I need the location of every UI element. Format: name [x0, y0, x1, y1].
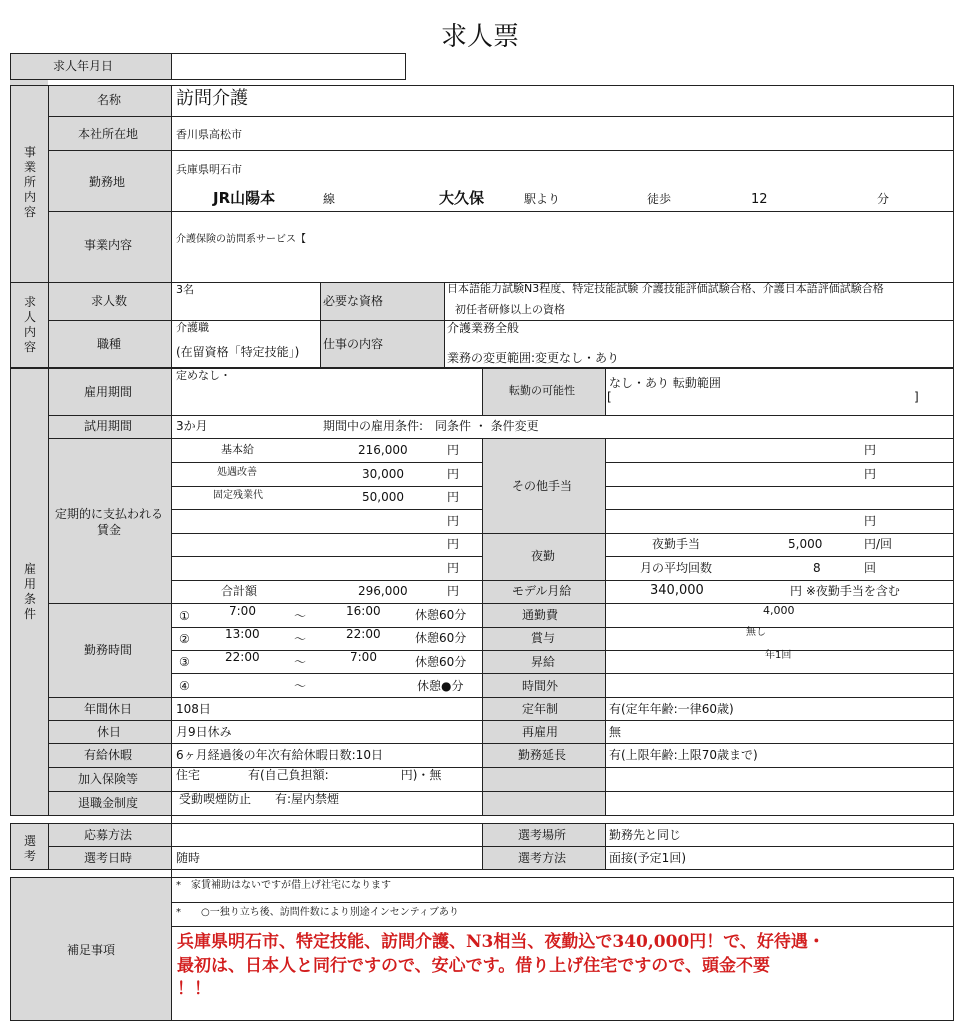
workplace-line: JR山陽本 — [213, 189, 276, 207]
wage-amount: 216,000 — [358, 443, 408, 457]
other-allowance-label: その他手当 — [512, 479, 573, 493]
retire-value: 有(定年年齢:一律60歳) — [609, 702, 734, 716]
wage-unit: 円 — [447, 514, 460, 528]
trial-condition: 期間中の雇用条件: 同条件 ・ 条件変更 — [323, 419, 539, 433]
method-value: 面接(予定1回) — [609, 851, 686, 865]
shift-sep: ～ — [294, 632, 307, 646]
insurance-label: 加入保険等 — [78, 772, 139, 786]
content-value: 介護保険の訪問系サービス【 — [176, 234, 306, 245]
hours-label: 勤務時間 — [84, 643, 133, 657]
raise-label: 昇給 — [531, 655, 556, 669]
qual-1: 日本語能力試験N3程度、特定技能試験 介護技能評価試験合格、介護日本語評価試験合格 — [447, 282, 884, 295]
workplace-pref: 兵庫県明石市 — [176, 163, 242, 176]
transfer-label: 転勤の可能性 — [509, 384, 575, 397]
shift-sep: ～ — [294, 679, 307, 693]
shift-break: 休憩60分 — [415, 608, 467, 622]
wage-label-1: 定期的に支払われる — [55, 507, 164, 521]
apply-label: 応募方法 — [84, 828, 133, 842]
work-1: 介護業務全般 — [447, 321, 520, 335]
shift-no: ② — [179, 632, 190, 646]
transfer-open: [ — [607, 390, 612, 404]
model-salary-note: 円 ※夜勤手当を含む — [790, 584, 900, 598]
shift-end: 16:00 — [346, 604, 381, 618]
transfer-close: ] — [914, 390, 919, 404]
page-title: 求人票 — [441, 22, 520, 52]
shift-sep: ～ — [294, 655, 307, 669]
dayoff-value: 月9日休み — [176, 725, 232, 739]
severance-value: 受動喫煙防止 有:屋内禁煙 — [179, 792, 340, 806]
trial-label: 試用期間 — [84, 419, 133, 433]
rehire-value: 無 — [609, 725, 622, 739]
shift-start: 7:00 — [229, 604, 256, 618]
note-2: * ○一独り立ち後、訪問件数により別途インセンティブあり — [176, 907, 459, 918]
hq-label: 本社所在地 — [78, 127, 139, 141]
workplace-line-suffix: 線 — [323, 192, 336, 206]
job-1: 介護職 — [176, 321, 209, 334]
job-2: (在留資格「特定技能」) — [176, 345, 300, 359]
section-label-recruit: 求人内容 — [23, 295, 36, 354]
wage-amount: 50,000 — [362, 490, 404, 504]
workplace-minutes: 12 — [751, 192, 768, 207]
section-label-business: 事業所内容 — [23, 145, 36, 219]
hq-value: 香川県高松市 — [176, 128, 242, 141]
other-allowance-unit: 円 — [864, 514, 877, 528]
workplace-minutes-unit: 分 — [877, 192, 890, 206]
workplace-label: 勤務地 — [89, 175, 126, 189]
night-allowance-label: 夜勤手当 — [652, 537, 701, 551]
holidays-value: 108日 — [176, 702, 211, 716]
selection-date-label: 選考日時 — [84, 851, 133, 865]
workplace-station: 大久保 — [439, 189, 485, 207]
job-label: 職種 — [97, 337, 122, 351]
total-label: 合計額 — [221, 584, 258, 598]
total-amount: 296,000 — [358, 584, 408, 598]
shift-break: 休憩60分 — [415, 655, 467, 669]
commute-label: 通勤費 — [522, 608, 559, 622]
night-count-unit: 回 — [864, 561, 877, 575]
night-allowance-unit: 円/回 — [864, 537, 893, 551]
shift-no: ① — [179, 609, 190, 623]
shift-start: 13:00 — [225, 627, 260, 641]
shift-break: 休憩60分 — [415, 631, 467, 645]
wage-unit: 円 — [447, 490, 460, 504]
paid-leave-value: 6ヶ月経過後の年次有給休暇日数:10日 — [176, 748, 383, 762]
count-label: 求人数 — [91, 294, 128, 308]
bonus-value: 無し — [746, 627, 766, 638]
total-unit: 円 — [447, 584, 460, 598]
holidays-label: 年間休日 — [84, 702, 133, 716]
bonus-label: 賞与 — [531, 631, 556, 645]
night-allowance-value: 5,000 — [788, 537, 823, 551]
extension-value: 有(上限年齢:上限70歳まで) — [609, 748, 758, 762]
rehire-label: 再雇用 — [522, 725, 559, 739]
business-name: 訪問介護 — [176, 88, 248, 109]
wage-label-2: 賃金 — [97, 523, 122, 537]
shift-break: 休憩●分 — [417, 679, 464, 693]
paid-leave-label: 有給休暇 — [84, 748, 133, 762]
wage-unit: 円 — [447, 467, 460, 481]
workplace-walk: 徒歩 — [647, 192, 672, 206]
date-label: 求人年月日 — [53, 59, 114, 73]
other-allowance-unit: 円 — [864, 467, 877, 481]
promo-line-2: 最初は、日本人と同行ですので、安心です。借り上げ住宅ですので、頭金不要 — [177, 956, 770, 976]
overtime-label: 時間外 — [522, 679, 559, 693]
night-count-label: 月の平均回数 — [640, 561, 713, 575]
qual-label: 必要な資格 — [323, 294, 384, 308]
shift-no: ④ — [179, 679, 190, 693]
wage-unit: 円 — [447, 561, 460, 575]
retire-label: 定年制 — [522, 702, 559, 716]
place-value: 勤務先と同じ — [609, 828, 682, 842]
severance-label: 退職金制度 — [78, 796, 139, 810]
method-label: 選考方法 — [518, 851, 567, 865]
night-label: 夜勤 — [531, 549, 556, 563]
raise-value: 年1回 — [765, 650, 792, 661]
section-label-selection: 選考 — [23, 834, 36, 863]
model-salary-label: モデル月給 — [512, 584, 572, 598]
wage-amount: 30,000 — [362, 467, 404, 481]
wage-unit: 円 — [447, 537, 460, 551]
wage-name: 固定残業代 — [213, 490, 263, 501]
insurance-value: 住宅 有(自己負担額: 円)・無 — [176, 768, 442, 782]
content-label: 事業内容 — [84, 238, 133, 252]
place-label: 選考場所 — [518, 828, 567, 842]
workplace-station-suffix: 駅より — [524, 192, 561, 206]
period-label: 雇用期間 — [84, 385, 133, 399]
transfer-value: なし・あり 転動範囲 — [609, 376, 721, 390]
note-1: * 家賃補助はないですが借上げ社宅になります — [176, 880, 391, 891]
period-value: 定めなし・ — [176, 369, 231, 382]
commute-value: 4,000 — [763, 604, 795, 617]
name-label: 名称 — [97, 93, 122, 107]
selection-date-value: 随時 — [176, 851, 201, 865]
count-value: 3名 — [176, 283, 194, 296]
shift-no: ③ — [179, 655, 190, 669]
model-salary-value: 340,000 — [650, 583, 704, 598]
shift-start: 22:00 — [225, 650, 260, 664]
shift-end: 7:00 — [350, 650, 377, 664]
wage-name: 基本給 — [221, 443, 254, 456]
extension-label: 勤務延長 — [518, 748, 567, 762]
work-2: 業務の変更範囲:変更なし・あり — [447, 351, 620, 365]
notes-label: 補足事項 — [67, 943, 116, 957]
shift-end: 22:00 — [346, 627, 381, 641]
promo-line-3: ！！ — [177, 979, 211, 999]
wage-unit: 円 — [447, 443, 460, 457]
promo-line-1: 兵庫県明石市、特定技能、訪問介護、N3相当、夜勤込で340,000円！で、好待遇・ — [177, 932, 825, 952]
shift-sep: ～ — [294, 609, 307, 623]
trial-value: 3か月 — [176, 419, 208, 433]
wage-name: 処遇改善 — [217, 467, 257, 478]
night-count-value: 8 — [813, 561, 821, 575]
work-label: 仕事の内容 — [323, 337, 384, 351]
other-allowance-unit: 円 — [864, 443, 877, 457]
dayoff-label: 休日 — [97, 725, 122, 739]
qual-2: 初任者研修以上の資格 — [455, 303, 565, 316]
section-label-employment: 雇用条件 — [23, 562, 36, 621]
